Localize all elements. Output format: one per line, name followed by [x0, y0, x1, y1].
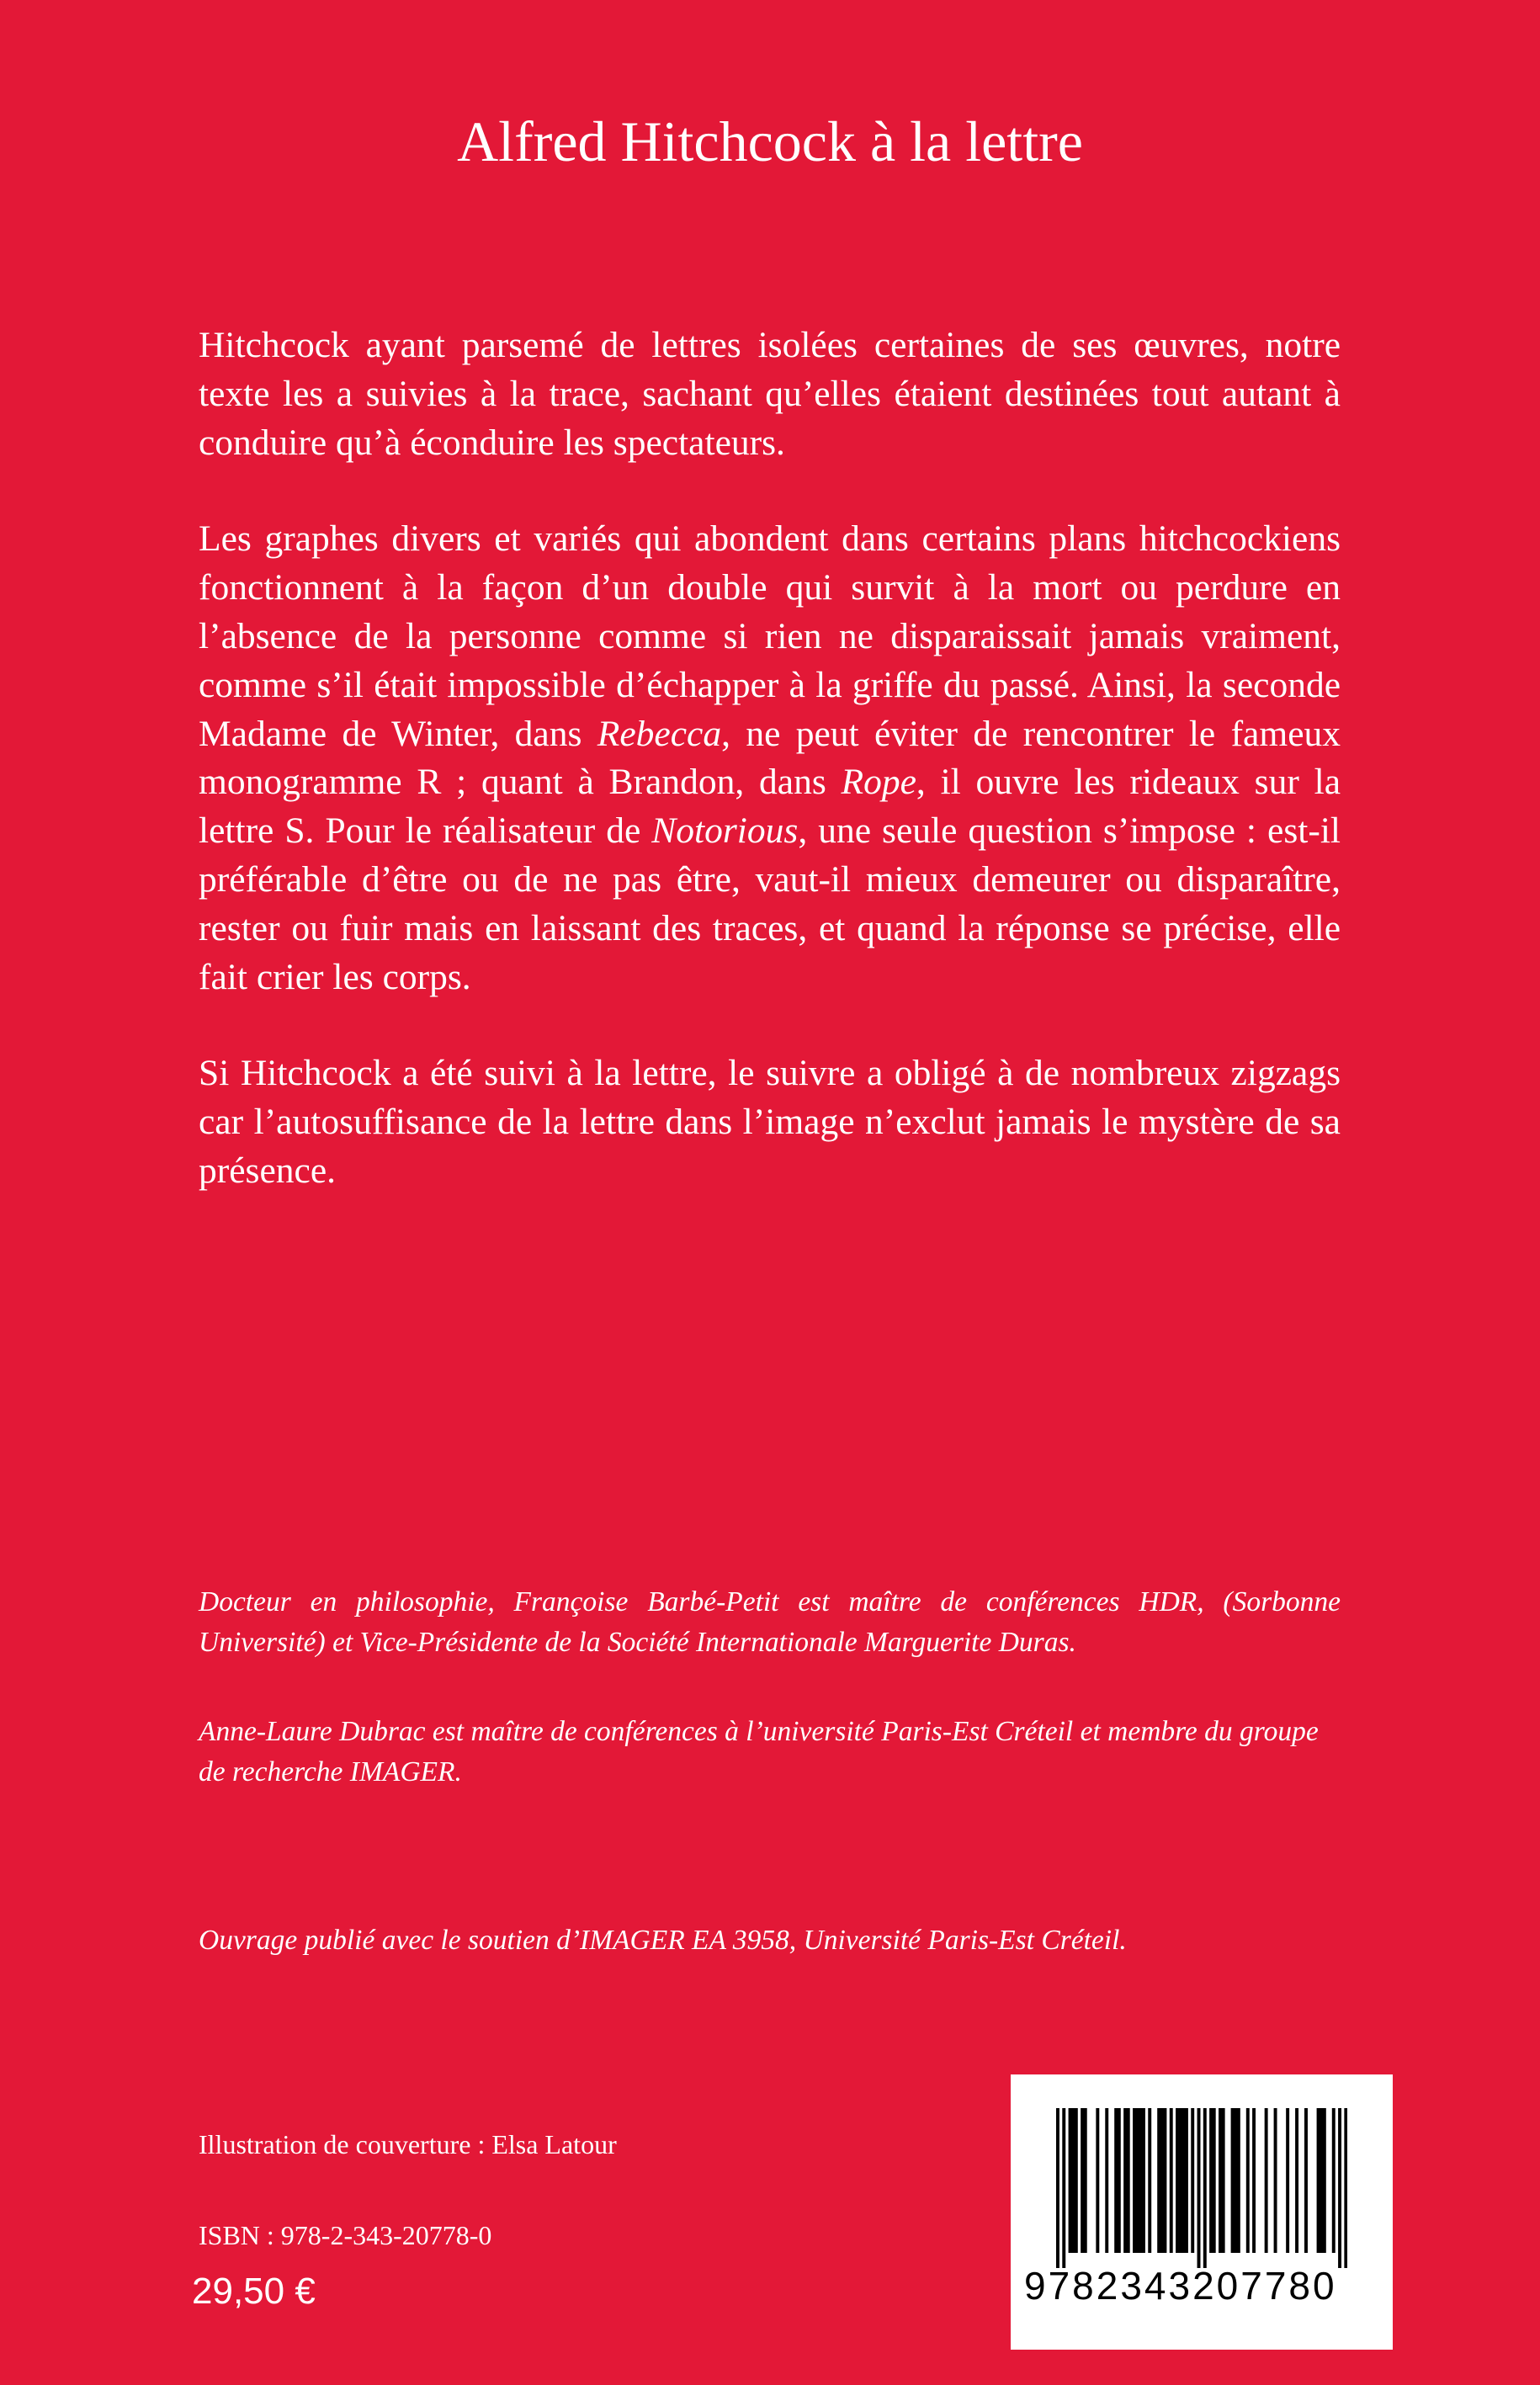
barcode-bar — [1139, 2108, 1142, 2253]
barcode-bar — [1295, 2108, 1298, 2253]
author-bio-1: Docteur en philosophie, Françoise Barbé-Petit est maître de conférences HDR, (Sorbonne Université) et Vice-Présidente de la Société Internationale Marguerite Duras. — [199, 1586, 1341, 1658]
barcode-bar — [1320, 2108, 1323, 2253]
barcode-bar — [1213, 2108, 1216, 2253]
barcode-bar — [1127, 2108, 1130, 2253]
barcode-bar — [1170, 2108, 1173, 2253]
blurb-text: , il ouvre les rideaux sur la lettre S. Pour le réalisateur de — [199, 762, 1341, 852]
barcode-bar — [1231, 2108, 1235, 2253]
barcode-bar — [1197, 2108, 1201, 2268]
barcode-bar — [1338, 2108, 1341, 2268]
blurb-text: , une seule question s’impose : est-il préférable d’être ou de ne pas être, vaut-il mieux demeurer ou disparaître, rester ou fuir mais en laissant des traces, et quand la réponse se précise, elle fait crier les corps. — [199, 810, 1341, 997]
barcode-bar — [1056, 2108, 1059, 2268]
barcode-bar — [1114, 2108, 1118, 2253]
barcode-bar — [1071, 2108, 1075, 2253]
barcode-bar — [1081, 2108, 1084, 2253]
barcode-bar — [1191, 2108, 1194, 2253]
cover-illustration-credit: Illustration de couverture : Elsa Latour — [199, 2129, 617, 2159]
barcode-bar — [1157, 2108, 1160, 2253]
blurb-text: , ne peut éviter de rencontrer le fameux monogramme R ; quant à Brandon, dans — [199, 713, 1341, 803]
blurb-paragraph-3: Si Hitchcock a été suivi à la lettre, le suivre a obligé à de nombreux zigzags car l’autosuffisance de la lettre dans l’image n’exclut jamais le mystère de sa présence. — [199, 1053, 1341, 1191]
author-bios — [199, 1582, 1341, 1841]
blurb-text: Les graphes divers et variés qui abondent dans certains plans hitchcockiens fonctionnent à la façon d’un double qui survit à la mort ou perdure en l’absence de la personne comme si rien ne disparaissait jamais vraiment, comme s’il était impossible d’échapper à la griffe du passé. Ainsi, la seconde Madame de Winter, dans — [199, 518, 1341, 754]
barcode-bar — [1344, 2108, 1347, 2268]
author-bio-2: Anne-Laure Dubrac est maître de conférences à l’université Paris-Est Créteil et membre du groupe de recherche IMAGER. — [199, 1716, 1319, 1787]
barcode-bar — [1163, 2108, 1166, 2253]
barcode-bar — [1203, 2108, 1207, 2268]
barcode-bar — [1332, 2108, 1336, 2253]
barcode-bar — [1096, 2108, 1099, 2253]
barcode-bar — [1142, 2108, 1145, 2253]
barcode-bar — [1182, 2108, 1185, 2253]
barcode-bar — [1209, 2108, 1213, 2253]
barcode-bar — [1176, 2108, 1179, 2253]
barcode-bar — [1105, 2108, 1108, 2253]
barcode-bar — [1317, 2108, 1320, 2253]
barcode-bars — [1056, 2108, 1347, 2268]
barcode-bar — [1133, 2108, 1136, 2253]
barcode-bar — [1246, 2108, 1250, 2253]
barcode-bar — [1323, 2108, 1326, 2253]
support-note: Ouvrage publié avec le soutien d’IMAGER EA 3958, Université Paris-Est Créteil. — [199, 1925, 1127, 1956]
film-title-notorious: Notorious — [651, 810, 799, 852]
barcode-bar — [1265, 2108, 1268, 2253]
barcode-bar — [1185, 2108, 1188, 2253]
barcode-bar — [1069, 2108, 1072, 2253]
film-title-rebecca: Rebecca — [597, 713, 722, 754]
barcode-bar — [1234, 2108, 1237, 2253]
book-title: Alfred Hitchcock à la lettre — [457, 109, 1083, 173]
barcode — [1011, 2074, 1393, 2350]
isbn: ISBN : 978-2-343-20778-0 — [199, 2220, 492, 2250]
barcode-bar — [1075, 2108, 1078, 2253]
barcode-bar — [1304, 2108, 1308, 2253]
barcode-bar — [1160, 2108, 1164, 2253]
barcode-bar — [1084, 2108, 1087, 2253]
film-title-rope: Rope — [841, 762, 916, 803]
barcode-bar — [1148, 2108, 1151, 2253]
barcode-bar — [1219, 2108, 1222, 2253]
barcode-bar — [1274, 2108, 1277, 2253]
barcode-digits: 9782343207780 — [1024, 2264, 1337, 2308]
back-cover-blurb — [199, 321, 1341, 1196]
blurb-paragraph-2 — [199, 515, 1341, 1001]
barcode-bar — [1062, 2108, 1065, 2268]
price: 29,50 € — [192, 2271, 316, 2312]
barcode-bar — [1179, 2108, 1182, 2253]
blurb-paragraph-1: Hitchcock ayant parsemé de lettres isolées certaines de ses œuvres, notre texte les a suivies à la trace, sachant qu’elles étaient destinées tout autant à conduire qu’à éconduire les spectateurs. — [199, 325, 1341, 463]
barcode-bar — [1222, 2108, 1225, 2253]
barcode-bar — [1136, 2108, 1139, 2253]
barcode-bar — [1123, 2108, 1127, 2253]
barcode-bar — [1237, 2108, 1240, 2253]
barcode-bar — [1286, 2108, 1289, 2253]
barcode-bar — [1252, 2108, 1256, 2253]
barcode-bar — [1118, 2108, 1121, 2253]
